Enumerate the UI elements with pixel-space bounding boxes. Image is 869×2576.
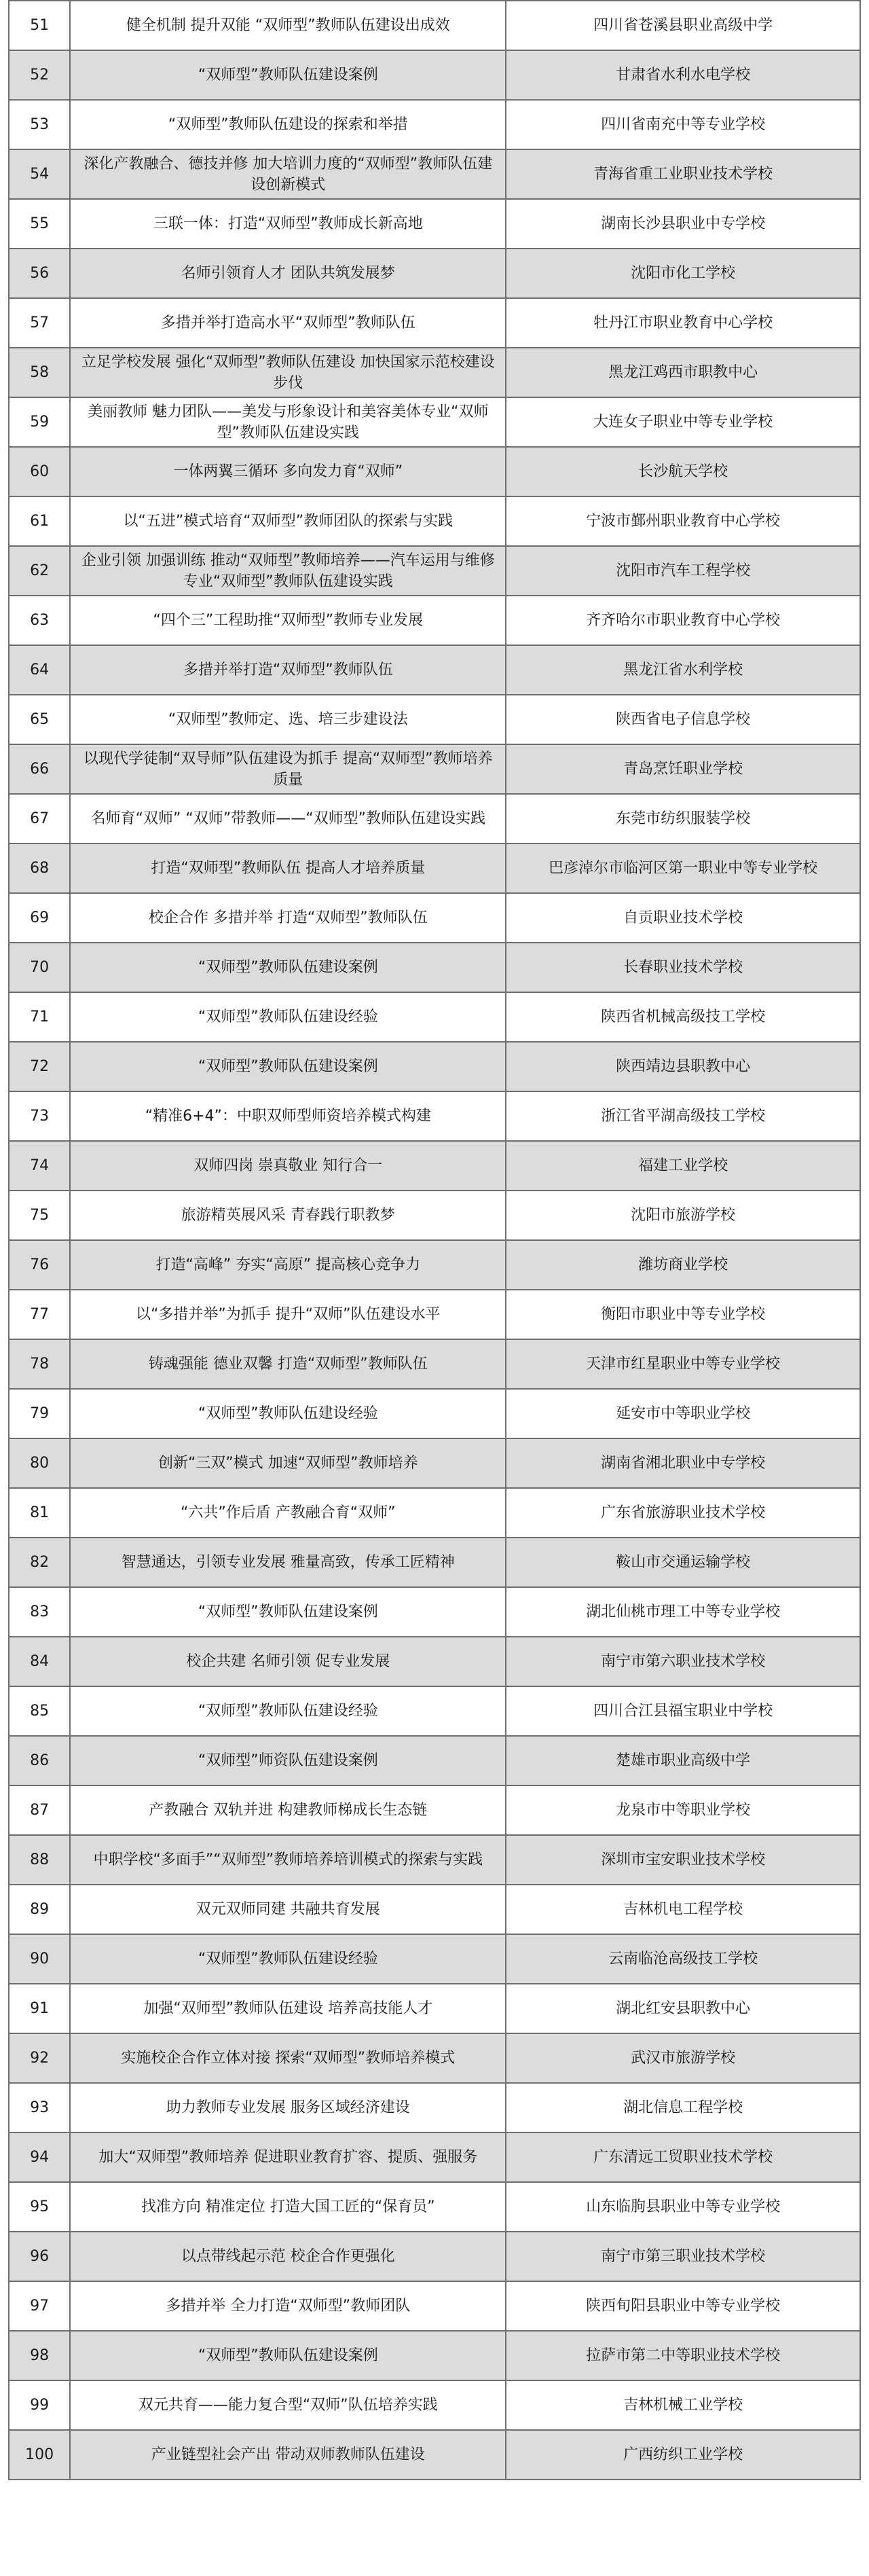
table-row: [9, 2430, 860, 2480]
school-name: 山东临朐县职业中等专业学校: [506, 2182, 860, 2232]
table-row: [9, 149, 860, 199]
school-name: 湖南长沙县职业中专学校: [506, 199, 860, 249]
school-name: 吉林机电工程学校: [506, 1885, 860, 1934]
row-number: 71: [9, 992, 70, 1042]
school-name: 长春职业技术学校: [506, 943, 860, 992]
school-name: 黑龙江省水利学校: [506, 645, 860, 695]
case-title: “双师型”教师队伍建设经验: [70, 1686, 506, 1736]
case-title: 产业链型社会产出 带动双师教师队伍建设: [70, 2430, 506, 2480]
case-title: “双师型”教师队伍建设案例: [70, 1042, 506, 1091]
school-name: 吉林机械工业学校: [506, 2380, 860, 2430]
school-name: 楚雄市职业高级中学: [506, 1736, 860, 1785]
school-name: 陕西旬阳县职业中等专业学校: [506, 2281, 860, 2331]
case-title: “双师型”教师队伍建设案例: [70, 1587, 506, 1637]
table-row: [9, 794, 860, 843]
row-number: 66: [9, 744, 70, 794]
table-row: [9, 744, 860, 794]
school-name: 鞍山市交通运输学校: [506, 1538, 860, 1587]
table-row: [9, 2380, 860, 2430]
school-name: 牡丹江市职业教育中心学校: [506, 298, 860, 348]
row-number: 75: [9, 1191, 70, 1240]
school-name: 衡阳市职业中等专业学校: [506, 1290, 860, 1339]
row-number: 54: [9, 149, 70, 199]
row-number: 78: [9, 1339, 70, 1389]
row-number: 93: [9, 2083, 70, 2133]
case-title: 创新“三双”模式 加速“双师型”教师培养: [70, 1438, 506, 1488]
table-row: [9, 596, 860, 645]
case-title: 健全机制 提升双能 “双师型”教师队伍建设出成效: [70, 1, 506, 50]
case-title: 以“多措并举”为抓手 提升“双师”队伍建设水平: [70, 1290, 506, 1339]
case-title: 助力教师专业发展 服务区域经济建设: [70, 2083, 506, 2133]
case-title: 中职学校“多面手”“双师型”教师培养培训模式的探索与实践: [70, 1835, 506, 1885]
school-name: 湖北信息工程学校: [506, 2083, 860, 2133]
row-number: 59: [9, 397, 70, 447]
school-name: 广西纺织工业学校: [506, 2430, 860, 2480]
school-name: 青海省重工业职业技术学校: [506, 149, 860, 199]
case-title: 三联一体：打造“双师型”教师成长新高地: [70, 199, 506, 249]
school-name: 南宁市第六职业技术学校: [506, 1637, 860, 1686]
table-row: [9, 2281, 860, 2331]
case-list-body: [9, 1, 860, 2480]
school-name: 沈阳市化工学校: [506, 249, 860, 298]
table-row: [9, 893, 860, 943]
row-number: 98: [9, 2331, 70, 2380]
case-title: 多措并举打造高水平“双师型”教师队伍: [70, 298, 506, 348]
case-title: 校企合作 多措并举 打造“双师型”教师队伍: [70, 893, 506, 943]
school-name: 广东清远工贸职业技术学校: [506, 2133, 860, 2182]
row-number: 88: [9, 1835, 70, 1885]
table-row: [9, 943, 860, 992]
school-name: 拉萨市第二中等职业技术学校: [506, 2331, 860, 2380]
row-number: 70: [9, 943, 70, 992]
case-title: 旅游精英展风采 青春践行职教梦: [70, 1191, 506, 1240]
case-title: 智慧通达，引领专业发展 雅量高致，传承工匠精神: [70, 1538, 506, 1587]
row-number: 84: [9, 1637, 70, 1686]
case-title: 校企共建 名师引领 促专业发展: [70, 1637, 506, 1686]
row-number: 67: [9, 794, 70, 843]
row-number: 58: [9, 348, 70, 397]
case-title: 以“五进”模式培育“双师型”教师团队的探索与实践: [70, 496, 506, 546]
case-title: 以现代学徒制“双导师”队伍建设为抓手 提高“双师型”教师培养质量: [70, 744, 506, 794]
school-name: 陕西靖边县职教中心: [506, 1042, 860, 1091]
case-title: 双元共育——能力复合型“双师”队伍培养实践: [70, 2380, 506, 2430]
row-number: 55: [9, 199, 70, 249]
school-name: 黑龙江鸡西市职教中心: [506, 348, 860, 397]
table-row: [9, 695, 860, 744]
case-title: 打造“双师型”教师队伍 提高人才培养质量: [70, 843, 506, 893]
case-title: 名师育“双师” “双师”带教师——“双师型”教师队伍建设实践: [70, 794, 506, 843]
table-row: [9, 1191, 860, 1240]
table-row: [9, 1984, 860, 2033]
table-row: [9, 1141, 860, 1191]
table-row: [9, 199, 860, 249]
row-number: 77: [9, 1290, 70, 1339]
table-row: [9, 1885, 860, 1934]
school-name: 云南临沧高级技工学校: [506, 1934, 860, 1984]
row-number: 53: [9, 100, 70, 149]
table-row: [9, 298, 860, 348]
row-number: 64: [9, 645, 70, 695]
case-list-table: [8, 0, 861, 2480]
row-number: 65: [9, 695, 70, 744]
row-number: 72: [9, 1042, 70, 1091]
case-title: 名师引领育人才 团队共筑发展梦: [70, 249, 506, 298]
table-row: [9, 1389, 860, 1438]
school-name: 武汉市旅游学校: [506, 2033, 860, 2083]
case-title: “双师型”教师队伍建设的探索和举措: [70, 100, 506, 149]
case-title: 深化产教融合、德技并修 加大培训力度的“双师型”教师队伍建设创新模式: [70, 149, 506, 199]
row-number: 100: [9, 2430, 70, 2480]
school-name: 潍坊商业学校: [506, 1240, 860, 1290]
table-row: [9, 843, 860, 893]
school-name: 天津市红星职业中等专业学校: [506, 1339, 860, 1389]
table-row: [9, 1835, 860, 1885]
case-title: 双元双师同建 共融共育发展: [70, 1885, 506, 1934]
case-title: 多措并举 全力打造“双师型”教师团队: [70, 2281, 506, 2331]
table-row: [9, 2182, 860, 2232]
row-number: 82: [9, 1538, 70, 1587]
row-number: 96: [9, 2232, 70, 2281]
case-title: “四个三”工程助推“双师型”教师专业发展: [70, 596, 506, 645]
table-row: [9, 348, 860, 397]
case-title: 多措并举打造“双师型”教师队伍: [70, 645, 506, 695]
row-number: 57: [9, 298, 70, 348]
school-name: 甘肃省水利水电学校: [506, 50, 860, 100]
row-number: 99: [9, 2380, 70, 2430]
case-title: 实施校企合作立体对接 探索“双师型”教师培养模式: [70, 2033, 506, 2083]
case-title: 找准方向 精准定位 打造大国工匠的“保育员”: [70, 2182, 506, 2232]
table-row: [9, 1091, 860, 1141]
row-number: 81: [9, 1488, 70, 1538]
school-name: 湖南省湘北职业中专学校: [506, 1438, 860, 1488]
case-title: “双师型”师资队伍建设案例: [70, 1736, 506, 1785]
school-name: 四川合江县福宝职业中学校: [506, 1686, 860, 1736]
case-title: 加大“双师型”教师培养 促进职业教育扩容、提质、强服务: [70, 2133, 506, 2182]
case-title: “双师型”教师队伍建设经验: [70, 992, 506, 1042]
case-title: “双师型”教师队伍建设经验: [70, 1389, 506, 1438]
row-number: 92: [9, 2033, 70, 2083]
school-name: 湖北红安县职教中心: [506, 1984, 860, 2033]
school-name: 四川省南充中等专业学校: [506, 100, 860, 149]
school-name: 沈阳市旅游学校: [506, 1191, 860, 1240]
table-row: [9, 645, 860, 695]
school-name: 广东省旅游职业技术学校: [506, 1488, 860, 1538]
row-number: 52: [9, 50, 70, 100]
school-name: 龙泉市中等职业学校: [506, 1785, 860, 1835]
row-number: 73: [9, 1091, 70, 1141]
row-number: 89: [9, 1885, 70, 1934]
row-number: 95: [9, 2182, 70, 2232]
table-row: [9, 1, 860, 50]
table-row: [9, 2331, 860, 2380]
row-number: 76: [9, 1240, 70, 1290]
case-title: 美丽教师 魅力团队——美发与形象设计和美容美体专业“双师型”教师队伍建设实践: [70, 397, 506, 447]
table-row: [9, 1438, 860, 1488]
row-number: 62: [9, 546, 70, 596]
table-row: [9, 2033, 860, 2083]
school-name: 自贡职业技术学校: [506, 893, 860, 943]
table-row: [9, 249, 860, 298]
case-title: “双师型”教师定、选、培三步建设法: [70, 695, 506, 744]
school-name: 青岛烹饪职业学校: [506, 744, 860, 794]
row-number: 56: [9, 249, 70, 298]
case-title: “双师型”教师队伍建设案例: [70, 50, 506, 100]
table-row: [9, 1290, 860, 1339]
school-name: 湖北仙桃市理工中等专业学校: [506, 1587, 860, 1637]
row-number: 94: [9, 2133, 70, 2182]
table-row: [9, 1637, 860, 1686]
table-row: [9, 992, 860, 1042]
case-title: “六共”作后盾 产教融合育“双师”: [70, 1488, 506, 1538]
row-number: 80: [9, 1438, 70, 1488]
school-name: 宁波市鄞州职业教育中心学校: [506, 496, 860, 546]
table-row: [9, 496, 860, 546]
school-name: 东莞市纺织服装学校: [506, 794, 860, 843]
row-number: 83: [9, 1587, 70, 1637]
row-number: 61: [9, 496, 70, 546]
case-title: 打造“高峰” 夯实“高原” 提高核心竞争力: [70, 1240, 506, 1290]
table-row: [9, 2133, 860, 2182]
row-number: 86: [9, 1736, 70, 1785]
case-title: 企业引领 加强训练 推动“双师型”教师培养——汽车运用与维修专业“双师型”教师队伍建设实践: [70, 546, 506, 596]
table-row: [9, 397, 860, 447]
school-name: 四川省苍溪县职业高级中学: [506, 1, 860, 50]
row-number: 68: [9, 843, 70, 893]
row-number: 91: [9, 1984, 70, 2033]
table-row: [9, 50, 860, 100]
case-title: “双师型”教师队伍建设经验: [70, 1934, 506, 1984]
row-number: 87: [9, 1785, 70, 1835]
case-title: 双师四岗 崇真敬业 知行合一: [70, 1141, 506, 1191]
school-name: 陕西省机械高级技工学校: [506, 992, 860, 1042]
school-name: 延安市中等职业学校: [506, 1389, 860, 1438]
school-name: 长沙航天学校: [506, 447, 860, 496]
case-title: “双师型”教师队伍建设案例: [70, 2331, 506, 2380]
table-row: [9, 2083, 860, 2133]
school-name: 深圳市宝安职业技术学校: [506, 1835, 860, 1885]
table-row: [9, 100, 860, 149]
case-title: 加强“双师型”教师队伍建设 培养高技能人才: [70, 1984, 506, 2033]
table-row: [9, 1785, 860, 1835]
row-number: 85: [9, 1686, 70, 1736]
table-row: [9, 1736, 860, 1785]
table-row: [9, 1488, 860, 1538]
table-row: [9, 546, 860, 596]
case-title: 铸魂强能 德业双馨 打造“双师型”教师队伍: [70, 1339, 506, 1389]
row-number: 74: [9, 1141, 70, 1191]
table-row: [9, 1686, 860, 1736]
case-title: “双师型”教师队伍建设案例: [70, 943, 506, 992]
row-number: 63: [9, 596, 70, 645]
case-title: “精准6+4”：中职双师型师资培养模式构建: [70, 1091, 506, 1141]
row-number: 60: [9, 447, 70, 496]
table-row: [9, 1934, 860, 1984]
case-title: 产教融合 双轨并进 构建教师梯成长生态链: [70, 1785, 506, 1835]
case-title: 立足学校发展 强化“双师型”教师队伍建设 加快国家示范校建设步伐: [70, 348, 506, 397]
school-name: 沈阳市汽车工程学校: [506, 546, 860, 596]
row-number: 90: [9, 1934, 70, 1984]
row-number: 97: [9, 2281, 70, 2331]
table-row: [9, 2232, 860, 2281]
school-name: 福建工业学校: [506, 1141, 860, 1191]
table-row: [9, 1339, 860, 1389]
row-number: 79: [9, 1389, 70, 1438]
school-name: 陕西省电子信息学校: [506, 695, 860, 744]
table-row: [9, 1240, 860, 1290]
case-title: 以点带线起示范 校企合作更强化: [70, 2232, 506, 2281]
row-number: 51: [9, 1, 70, 50]
table-row: [9, 1042, 860, 1091]
case-title: 一体两翼三循环 多向发力育“双师”: [70, 447, 506, 496]
school-name: 浙江省平湖高级技工学校: [506, 1091, 860, 1141]
table-row: [9, 447, 860, 496]
school-name: 南宁市第三职业技术学校: [506, 2232, 860, 2281]
school-name: 大连女子职业中等专业学校: [506, 397, 860, 447]
table-row: [9, 1538, 860, 1587]
school-name: 齐齐哈尔市职业教育中心学校: [506, 596, 860, 645]
row-number: 69: [9, 893, 70, 943]
school-name: 巴彦淖尔市临河区第一职业中等专业学校: [506, 843, 860, 893]
table-row: [9, 1587, 860, 1637]
